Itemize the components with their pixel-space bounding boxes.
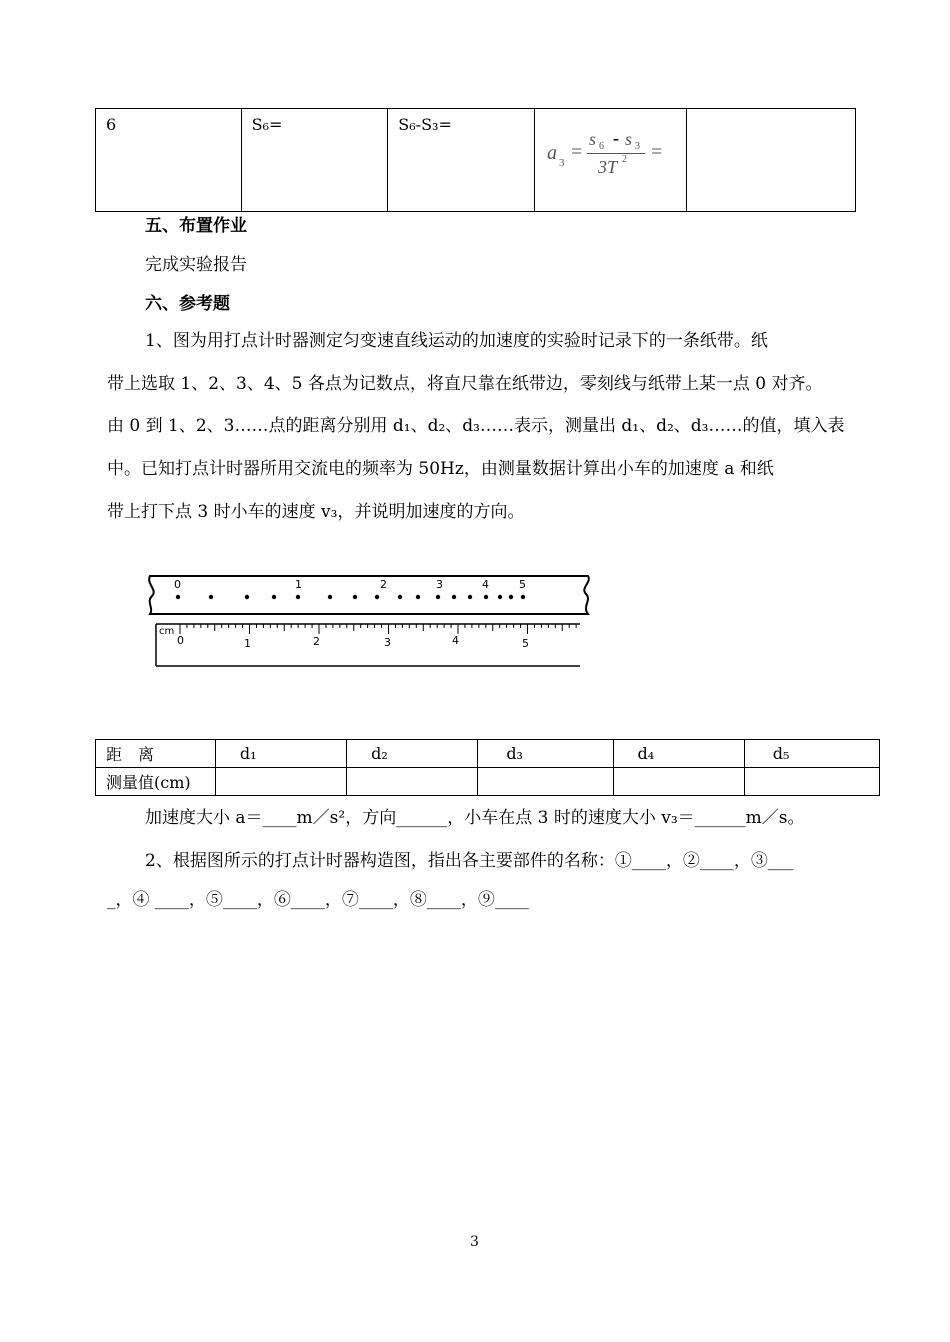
section5-text: 完成实验报告 [145,255,247,275]
dot-label-0: 0 [174,578,181,591]
value-d1 [215,768,346,796]
formula-cell [534,109,687,212]
ruler-label-3: 3 [384,636,391,649]
section6-title: 六、参考题 [145,294,230,314]
formula-eq: = [570,141,583,163]
q1-line-4: 中。已知打点计时器所用交流电的频率为 50Hz，由测量数据计算出小车的加速度 a 和纸 [107,459,774,479]
dot-label-1: 1 [295,578,302,591]
q2-line-1: 2、根据图所示的打点计时器构造图，指出各主要部件的名称：①____，②____，③___ [145,851,794,871]
ruler-unit: cm [159,626,175,637]
section5-title: 五、布置作业 [145,216,247,236]
formula-den: 3T [597,157,617,177]
header-d2: d₂ [347,740,478,768]
formula-den-sup: 2 [621,154,627,165]
formula-num-a-sub: 6 [598,141,604,152]
ruler-label-4: 4 [452,634,459,647]
formula-trail-eq: = [650,141,663,163]
ruler [156,624,580,666]
table-row [96,740,880,768]
q1-line-5: 带上打下点 3 时小车的速度 v₃，并说明加速度的方向。 [107,502,525,522]
row-label-measured: 测量值(cm) [96,768,216,796]
header-d3: d₃ [478,740,613,768]
ruler-label-0: 0 [177,634,184,647]
value-d3 [478,768,613,796]
formula-num-a: s [588,129,596,149]
dot-label-3: 3 [436,578,443,591]
page-number: 3 [470,1234,479,1250]
header-d1: d₁ [215,740,346,768]
table-row [96,109,856,212]
formula-lhs: a [546,142,557,164]
dot-label-5: 5 [519,578,526,591]
formula-num-b-sub: 3 [634,141,640,152]
row-number-cell: 6 [96,109,242,212]
empty-cell [687,109,856,212]
q2-line-2: _，④ ____，⑤____，⑥____，⑦____，⑧____，⑨____ [107,890,529,910]
calculation-table [95,108,856,212]
dot-label-2: 2 [380,578,387,591]
header-d4: d₄ [613,740,744,768]
tape-ruler-figure [140,568,610,673]
q1-line-2: 带上选取 1、2、3、4、5 各点为记数点，将直尺靠在纸带边，零刻线与纸带上某一点 0 对齐。 [107,374,823,394]
ruler-label-5: 5 [522,637,529,650]
s6-cell: S₆= [241,109,388,212]
answer-line: 加速度大小 a＝____m／s²，方向______，小车在点 3 时的速度大小 v₃＝______m／s。 [145,808,805,828]
distance-table [95,739,880,796]
fraction-bar [587,153,645,154]
header-distance: 距 离 [96,740,216,768]
s6-minus-s3-cell: S₆-S₃= [388,109,535,212]
acceleration-formula [547,127,687,197]
q1-line-1: 1、图为用打点计时器测定匀变速直线运动的加速度的实验时记录下的一条纸带。纸 [145,331,768,351]
formula-num-b: s [624,129,632,149]
header-d5: d₅ [744,740,879,768]
value-d4 [613,768,744,796]
ruler-label-1: 1 [244,637,251,650]
formula-minus: - [612,128,619,148]
value-d2 [347,768,478,796]
q1-line-3: 由 0 到 1、2、3……点的距离分别用 d₁、d₂、d₃……表示，测量出 d₁、d₂、d₃……的值，填入表 [107,416,845,436]
formula-lhs-sub: 3 [558,157,565,169]
ruler-label-2: 2 [313,635,320,648]
dot-label-4: 4 [482,578,489,591]
table-row [96,768,880,796]
value-d5 [744,768,879,796]
